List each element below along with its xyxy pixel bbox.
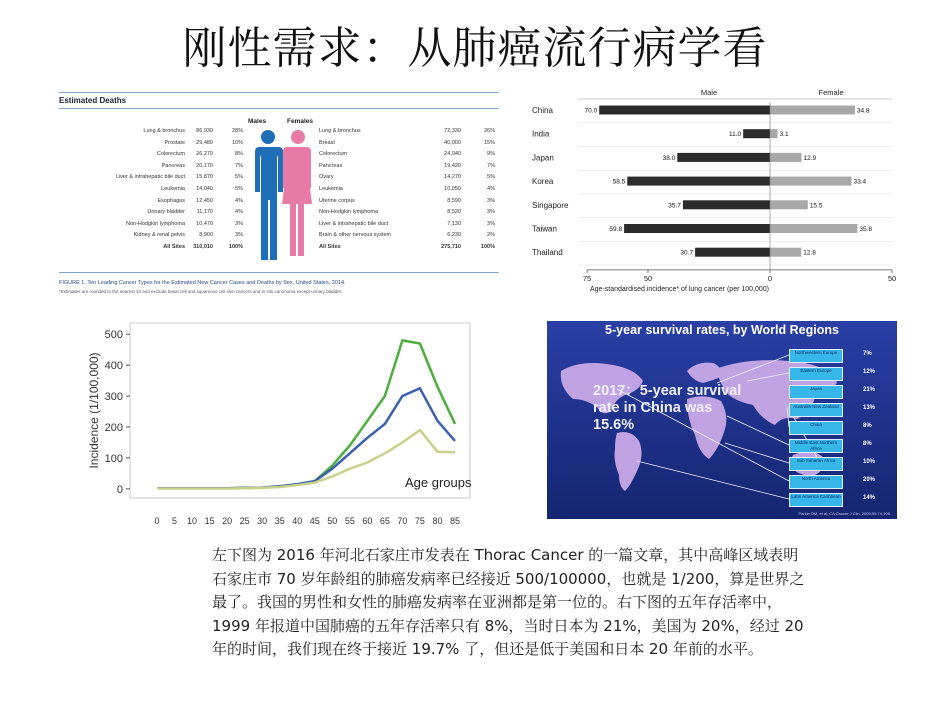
x-tick-label: 65 xyxy=(379,516,390,526)
china-survival-overlay: 2017：5-year survival rate in China was 15.6% xyxy=(593,383,742,433)
male-death-count: 10,470 xyxy=(196,220,213,227)
male-cancer-name: Lung & bronchus xyxy=(143,128,185,134)
y-tick-label: 300 xyxy=(104,391,123,404)
map-title: 5-year survival rates, by World Regions xyxy=(605,323,839,337)
female-cancer-name: Lung & bronchus xyxy=(319,128,361,134)
male-death-counts xyxy=(185,126,213,254)
divider xyxy=(59,108,499,109)
male-cancer-name: All Sites xyxy=(163,243,185,250)
male-value-label: 35.7 xyxy=(668,202,681,210)
x-tick-label: 85 xyxy=(449,516,461,526)
female-bar xyxy=(770,200,808,209)
male-percent: 3% xyxy=(235,220,243,227)
region-label: Australia New Zealand xyxy=(789,403,843,417)
male-female-silhouette-icon xyxy=(251,128,317,268)
y-tick-label: 100 xyxy=(104,452,123,465)
x-tick-label: 35 xyxy=(274,516,285,526)
x-tick-label: 55 xyxy=(344,516,355,526)
male-bar xyxy=(695,248,770,257)
male-bar xyxy=(627,177,770,186)
male-death-count: 8,900 xyxy=(199,232,213,239)
figure-caption: FIGURE 1. Ten Leading Cancer Types for the Estimated New Cancer Cases and Deaths by Sex, United States, 2014. xyxy=(59,280,346,286)
female-death-count: 10,050 xyxy=(444,185,461,192)
x-tick-label: 60 xyxy=(362,516,373,526)
male-percent: 4% xyxy=(235,209,243,216)
x-tick-label: 50 xyxy=(887,273,897,283)
female-bar xyxy=(770,129,778,138)
male-death-count: 86,930 xyxy=(196,128,213,134)
plot-frame xyxy=(130,323,470,498)
female-death-counts xyxy=(429,126,461,254)
female-death-count: 24,040 xyxy=(444,151,461,158)
male-cancer-name: Non-Hodgkin lymphoma xyxy=(126,220,185,227)
female-death-count: 72,330 xyxy=(444,128,461,134)
male-value-label: 38.0 xyxy=(662,154,676,162)
region-label: Eastern Europe xyxy=(789,367,843,381)
region-rate: 12% xyxy=(863,369,876,375)
region-label: North America xyxy=(789,475,843,489)
region-rate: 8% xyxy=(863,423,872,429)
males-label: Males xyxy=(248,118,267,125)
female-bar xyxy=(770,177,851,186)
female-percent: 4% xyxy=(487,185,495,192)
region-label: Sub Saharan Africa xyxy=(789,457,843,471)
legend-male: Male xyxy=(700,88,718,97)
male-death-count: 26,270 xyxy=(196,151,213,158)
age-groups-annotation: Age groups xyxy=(405,475,472,490)
y-axis-label: Incidence (1/100,000) xyxy=(87,352,101,469)
x-axis-label: Age-standardised incidence* of lung cancer (per 100,000) xyxy=(590,285,770,293)
y-tick-label: 500 xyxy=(104,329,123,342)
male-bar xyxy=(743,129,770,138)
male-cancer-name: Colorectum xyxy=(156,151,185,158)
region-label: Japan xyxy=(789,385,843,399)
male-death-count: 29,480 xyxy=(196,139,213,146)
country-label: Thailand xyxy=(532,248,563,258)
region-pointer xyxy=(725,443,789,463)
figure-footnote: *Estimates are rounded to the nearest 10 and exclude basal cell and squamous cell skin cancers and in situ carcinoma except urinary bladder. xyxy=(59,289,343,294)
female-percent: 9% xyxy=(487,151,495,158)
country-label: India xyxy=(532,129,550,139)
region-pointer-lines xyxy=(547,321,897,519)
male-death-count: 15,870 xyxy=(196,174,213,181)
region-rate: 13% xyxy=(863,405,876,411)
male-percent: 8% xyxy=(235,151,243,158)
region-pointer xyxy=(637,461,789,499)
x-tick-label: 75 xyxy=(414,516,425,526)
female-bar xyxy=(770,153,801,162)
female-cancer-name: Uterine corpus xyxy=(319,197,355,204)
male-cancer-name: Liver & intrahepatic bile duct xyxy=(115,174,185,181)
female-value-label: 34.8 xyxy=(856,107,870,115)
female-death-count: 6,230 xyxy=(447,232,461,239)
male-value-label: 11.0 xyxy=(728,131,742,139)
region-rate: 21% xyxy=(863,387,876,393)
y-tick-label: 400 xyxy=(104,360,123,373)
figure-header: Estimated Deaths xyxy=(59,96,127,105)
female-cancer-name: Ovary xyxy=(319,174,334,181)
female-percent: 7% xyxy=(487,162,495,169)
female-value-label: 12.8 xyxy=(803,249,816,257)
female-percent: 3% xyxy=(487,220,495,227)
female-percent: 2% xyxy=(487,232,495,239)
male-percent: 100% xyxy=(228,243,243,250)
male-death-count: 12,450 xyxy=(196,197,213,204)
country-label: Taiwan xyxy=(532,224,557,234)
region-pointer xyxy=(727,416,789,445)
female-bar xyxy=(770,106,855,115)
male-cancer-name: Prostate xyxy=(164,139,185,146)
region-pointer xyxy=(747,373,789,381)
female-percent: 3% xyxy=(487,209,495,216)
region-rate: 20% xyxy=(863,477,876,483)
x-tick-label: 45 xyxy=(309,516,320,526)
female-value-label: 33.4 xyxy=(853,178,867,186)
y-tick-label: 0 xyxy=(116,483,123,496)
x-tick-label: 25 xyxy=(239,516,250,526)
female-percent: 3% xyxy=(487,197,495,204)
body-paragraph: 左下图为 2016 年河北石家庄市发表在 Thorac Cancer 的一篇文章，其中高峰区域表明石家庄市 70 岁年龄组的肺癌发病率已经接近 500/100000，也就是 1/200，算是世界之最了。我国的男性和女性的肺癌发病率在亚洲都是第一位的。右下图的五年存活率中， 1999 年报道中国肺癌的五年存活率只有 8%，当时日本为 21%，美国为 20%，经过 20 年的时间，我们现在终于接近 19.7% 了，但还是低于美国和日本 20 年前的水平。 xyxy=(212,546,805,659)
female-bar xyxy=(770,224,857,233)
male-percent: 5% xyxy=(235,174,243,181)
male-cancer-names xyxy=(65,126,185,254)
x-tick-label: 50 xyxy=(643,273,653,283)
x-tick-label: 15 xyxy=(204,516,215,526)
male-cancer-name: Esophagus xyxy=(157,197,185,204)
male-percent: 5% xyxy=(235,185,243,192)
female-cancer-name: Leukemia xyxy=(319,185,343,192)
region-label: Middle East Northern Africa xyxy=(789,439,843,453)
female-bar xyxy=(770,248,801,257)
region-label: Northwestern Europe xyxy=(789,349,843,363)
female-percent: 15% xyxy=(483,139,495,146)
female-death-count: 7,130 xyxy=(447,220,461,227)
male-death-count: 310,010 xyxy=(193,243,213,250)
survival-rates-map xyxy=(547,321,897,519)
male-value-label: 30.7 xyxy=(680,249,694,257)
male-cancer-name: Kidney & renal pelvis xyxy=(133,232,185,239)
male-death-count: 20,170 xyxy=(196,162,213,169)
x-tick-label: 30 xyxy=(257,516,268,526)
country-label: Korea xyxy=(532,177,554,187)
male-bar xyxy=(624,224,770,233)
male-bar xyxy=(683,200,770,209)
region-rate: 8% xyxy=(863,441,872,447)
divider xyxy=(59,272,499,273)
female-percent: 5% xyxy=(487,174,495,181)
female-percent: 100% xyxy=(480,243,495,250)
x-tick-label: 0 xyxy=(767,273,773,283)
male-death-count: 14,040 xyxy=(196,185,213,192)
male-bar xyxy=(599,106,770,115)
female-cancer-name: Breast xyxy=(319,139,335,146)
female-death-count: 40,000 xyxy=(444,139,461,146)
country-label: Japan xyxy=(532,153,554,163)
female-cancer-name: Pancreas xyxy=(319,162,343,169)
male-cancer-name: Urinary bladder xyxy=(147,209,185,216)
male-death-count: 11,170 xyxy=(196,209,213,216)
country-label: China xyxy=(532,106,553,115)
female-cancer-name: Colorectum xyxy=(319,151,348,158)
female-value-label: 3.1 xyxy=(779,131,789,139)
male-value-label: 58.5 xyxy=(612,178,626,186)
map-source: Parkin DM, et al. CA Cancer J Clin. 2005;55:74-108. xyxy=(798,511,891,516)
female-death-count: 19,420 xyxy=(444,162,461,169)
female-death-count: 275,710 xyxy=(441,243,461,250)
female-value-label: 35.8 xyxy=(859,226,873,233)
male-bar xyxy=(677,153,770,162)
female-value-label: 12.9 xyxy=(803,154,817,162)
male-value-label: 70.0 xyxy=(584,107,598,115)
x-tick-label: 40 xyxy=(292,516,303,526)
female-death-count: 14,270 xyxy=(444,174,461,181)
country-label: Singapore xyxy=(532,200,569,210)
legend-female: Female xyxy=(818,88,844,97)
male-percent: 10% xyxy=(231,139,243,146)
female-cancer-name: All Sites xyxy=(319,243,341,250)
x-tick-label: 75 xyxy=(582,273,592,283)
region-rate: 7% xyxy=(863,351,872,357)
region-pointer xyxy=(717,355,789,383)
female-death-count: 8,590 xyxy=(447,197,461,204)
male-percent: 4% xyxy=(235,197,243,204)
female-cancer-name: Liver & intrahepatic bile duct xyxy=(319,220,389,227)
divider xyxy=(59,92,499,93)
asia-lung-incidence-chart xyxy=(520,88,898,300)
female-value-label: 15.5 xyxy=(809,202,823,210)
region-rate: 14% xyxy=(863,495,876,501)
female-cancer-names xyxy=(319,126,429,254)
age-incidence-line-chart xyxy=(75,318,495,528)
region-pointer xyxy=(617,389,789,481)
male-percent: 3% xyxy=(235,232,243,239)
female-percent: 26% xyxy=(483,128,495,134)
estimated-deaths-figure xyxy=(55,88,503,300)
x-tick-label: 0 xyxy=(154,516,160,526)
x-tick-label: 70 xyxy=(397,516,408,526)
y-tick-label: 200 xyxy=(104,421,123,434)
male-percent: 7% xyxy=(235,162,243,169)
x-tick-label: 10 xyxy=(187,516,198,526)
male-percentages xyxy=(221,126,243,254)
x-tick-label: 5 xyxy=(172,516,178,526)
x-tick-label: 80 xyxy=(432,516,443,526)
slide-title: 刚性需求：从肺癌流行病学看 xyxy=(182,23,768,74)
x-tick-label: 50 xyxy=(327,516,338,526)
female-cancer-name: Non-Hodgkin lymphoma xyxy=(319,209,378,216)
male-cancer-name: Pancreas xyxy=(161,162,185,169)
x-tick-label: 20 xyxy=(222,516,233,526)
females-label: Females xyxy=(287,118,314,125)
region-label: China xyxy=(789,421,843,435)
male-cancer-name: Leukemia xyxy=(161,185,185,192)
male-percent: 28% xyxy=(231,128,243,134)
region-label: Latin America Caribbean xyxy=(789,493,843,507)
female-percentages xyxy=(473,126,495,254)
male-value-label: 59.8 xyxy=(609,226,623,233)
female-death-count: 8,520 xyxy=(447,209,461,216)
region-rate: 10% xyxy=(863,459,876,465)
female-cancer-name: Brain & other nervous system xyxy=(319,232,392,239)
